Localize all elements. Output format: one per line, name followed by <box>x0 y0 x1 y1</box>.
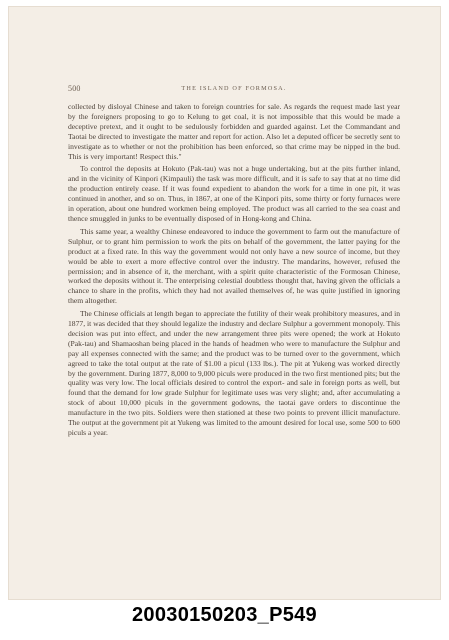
paragraph: collected by disloyal Chinese and taken to foreign countries for sale. As regards the request made last year by the foreigners proposing to go to Kelung to get coal, it is not impossible that this would be made a deceptive pretext, and it ought to be sedulously forbidden and guarded against. Let the Commandant and Taotai be directed to investigate the matter and report for action. Also let a deputed officer be secretly sent to investigate as to whether or not the prohibition has been enforced, so that crime may be nipped in the bud. This is very important! Respect this." <box>68 102 400 161</box>
body-text <box>68 102 400 441</box>
running-title: THE ISLAND OF FORMOSA. <box>181 85 287 92</box>
page-header <box>68 84 400 96</box>
paragraph: This same year, a wealthy Chinese endeavored to induce the government to farm out the manufacture of Sulphur, or to grant him permission to work the pits on behalf of the government, the latter paying for the product at a fixed rate. In this way the government would not only have a new source of income, but they would be able to exert a more effective control over the industry. The mandarins, however, refused the permission; and in absence of it, the merchant, with a spirit quite characteristic of the Formosan Chinese, worked the deposits without it. The enterprising celestial doubtless thought that, having given the officials a chance to share in the profits, which they had not availed themselves of, he was quite justified in ignoring them altogether. <box>68 226 400 306</box>
paragraph: The Chinese officials at length began to appreciate the futility of their weak prohibitory measures, and in 1877, it was decided that they should legalize the industry and declare Sulphur a government monopoly. This decision was put into effect, and under the new arrangement three pits were opened; the work at Hokuto (Pak-tau) and Shamaoshan being placed in the hands of headmen who were to manufacture the Sulphur and pay all expenses connected with the same; and the product was to be turned over to the government, which agreed to take the total output at the rate of $1.00 a picul (133 lbs.). The pit at Yukeng was worked directly by the government. During 1877, 8,000 to 9,000 piculs were produced in the two first mentioned pits; but the quality was very low. The local officials desired to control the export- and sale in foreign ports as well, but found that the demand for low grade Sulphur for legitimate uses was very slight; and, after accumulating a stock of about 10,000 piculs in the government godowns, the taotai gave orders to discontinue the manufacture in the two pits. Soldiers were then stationed at these two points to prevent illicit manufacture. The output at the government pit at Yukeng was limited to the amount desired for local use, some 500 to 600 piculs a year. <box>68 309 400 437</box>
paragraph: To control the deposits at Hokuto (Pak-tau) was not a huge undertaking, but at the pits further inland, and in the vicinity of Kinpori (Kimpauli) the task was more difficult, and it is safe to say that at no time did the production entirely cease. If it was found expedient to abandon the work for a time in one pit, it was continued in another, and so on. Thus, in 1867, at one of the Kinpori pits, some thirty or forty furnaces were in operation, about one hundred workmen being employed. The product was all carried to the sea coast and thence smuggled in junks to be eventually disposed of in Hong-kong and China. <box>68 164 400 223</box>
page-number: 500 <box>68 84 81 93</box>
image-identifier: 20030150203_P549 <box>132 604 317 626</box>
book-page <box>8 6 441 600</box>
